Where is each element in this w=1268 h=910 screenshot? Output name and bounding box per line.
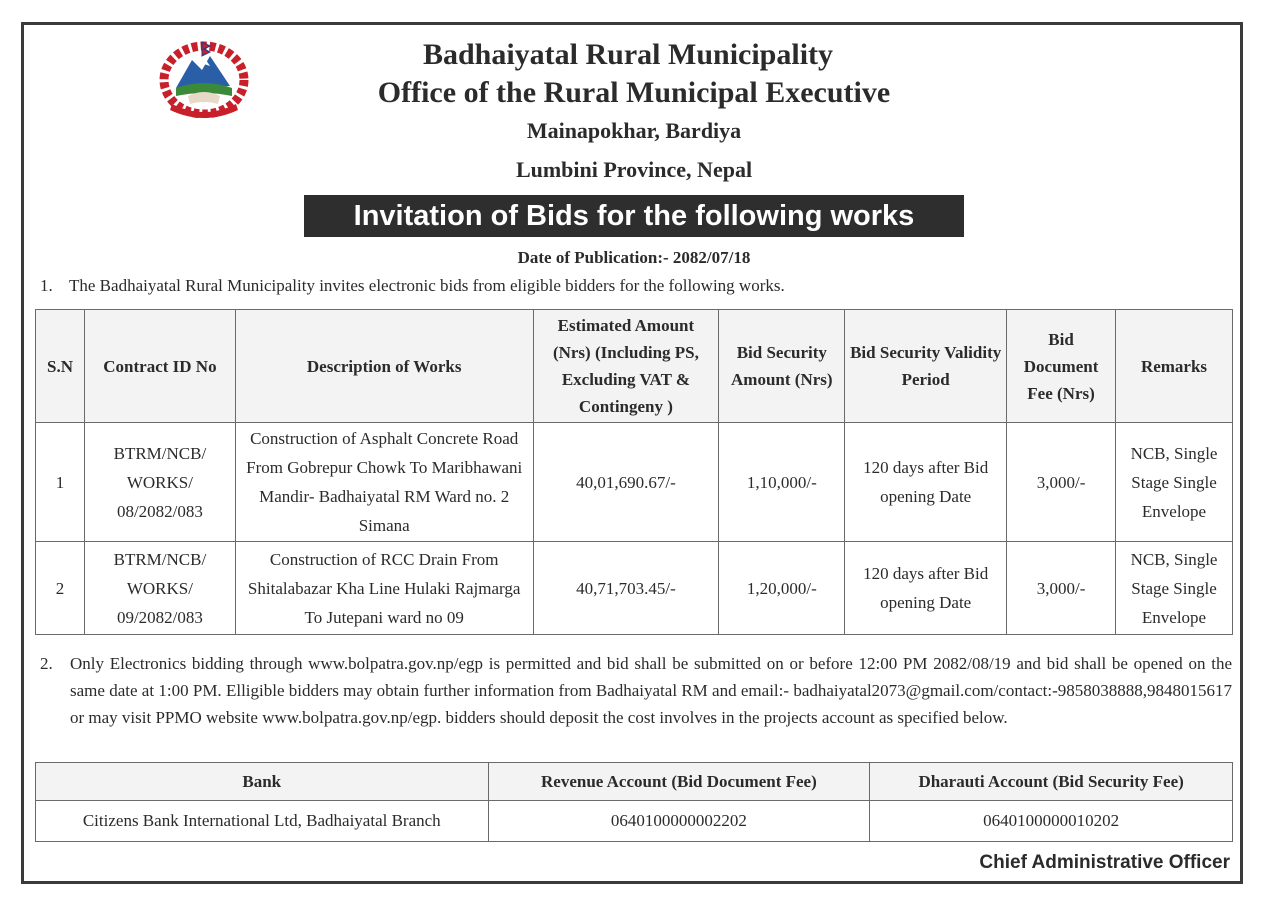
bank-table-header bbox=[36, 763, 1233, 801]
cell-bank: Citizens Bank International Ltd, Badhaiyatal Branch bbox=[36, 801, 489, 842]
cell-sn: 2 bbox=[36, 542, 85, 635]
header-dharauti-account: Dharauti Account (Bid Security Fee) bbox=[870, 763, 1233, 801]
cell-contract-id: BTRM/NCB/ WORKS/ 09/2082/083 bbox=[84, 542, 235, 635]
cell-description: Construction of RCC Drain From Shitalabazar Kha Line Hulaki Rajmarga To Jutepani ward no 09 bbox=[235, 542, 533, 635]
table-row bbox=[36, 801, 1233, 842]
bidding-instructions-paragraph bbox=[40, 650, 1232, 731]
header-document-fee: Bid Document Fee (Nrs) bbox=[1007, 310, 1116, 423]
header-sn: S.N bbox=[36, 310, 85, 423]
table-row bbox=[36, 542, 1233, 635]
province-name: Lumbini Province, Nepal bbox=[515, 157, 753, 182]
paragraph-number: 1. bbox=[40, 276, 53, 295]
header-bid-security: Bid Security Amount (Nrs) bbox=[719, 310, 845, 423]
cell-document-fee: 3,000/- bbox=[1007, 542, 1116, 635]
header-remarks: Remarks bbox=[1116, 310, 1233, 423]
bank-accounts-table bbox=[35, 762, 1233, 842]
header-validity: Bid Security Validity Period bbox=[845, 310, 1007, 423]
intro-paragraph bbox=[40, 276, 785, 296]
header-bank: Bank bbox=[36, 763, 489, 801]
cell-sn: 1 bbox=[36, 423, 85, 542]
signatory-title: Chief Administrative Officer bbox=[979, 852, 1230, 873]
header-estimated-amount: Estimated Amount (Nrs) (Including PS, Excluding VAT & Contingeny ) bbox=[533, 310, 719, 423]
cell-remarks: NCB, Single Stage Single Envelope bbox=[1116, 542, 1233, 635]
cell-contract-id: BTRM/NCB/ WORKS/ 08/2082/083 bbox=[84, 423, 235, 542]
municipality-name: Badhaiyatal Rural Municipality bbox=[422, 38, 834, 71]
publication-date: Date of Publication:- 2082/07/18 bbox=[517, 248, 751, 267]
header-revenue-account: Revenue Account (Bid Document Fee) bbox=[488, 763, 870, 801]
cell-estimated-amount: 40,01,690.67/- bbox=[533, 423, 719, 542]
cell-validity: 120 days after Bid opening Date bbox=[845, 542, 1007, 635]
paragraph-number: 2. bbox=[40, 654, 53, 673]
bidding-instructions-text: Only Electronics bidding through www.bolpatra.gov.np/egp is permitted and bid shall be submitted on or before 12:00 PM 2082/08/19 and bid shall be opened on the same date at 1:00 PM. Elligible bidders may obtain further information from Badhaiyatal RM and email:- badhaiyatal2073@gmail.com/contact:-9858038888,9848015617 or may visit PPMO website www.bolpatra.gov.np/egp. bidders should deposit the cost involves in the projects account as specified below. bbox=[70, 654, 1232, 727]
works-table bbox=[35, 309, 1233, 635]
office-name: Office of the Rural Municipal Executive bbox=[377, 76, 891, 109]
cell-description: Construction of Asphalt Concrete Road From Gobrepur Chowk To Maribhawani Mandir- Badhaiyatal RM Ward no. 2 Simana bbox=[235, 423, 533, 542]
cell-estimated-amount: 40,71,703.45/- bbox=[533, 542, 719, 635]
cell-dharauti-account: 0640100000010202 bbox=[870, 801, 1233, 842]
cell-remarks: NCB, Single Stage Single Envelope bbox=[1116, 423, 1233, 542]
office-location: Mainapokhar, Bardiya bbox=[526, 118, 742, 143]
cell-bid-security: 1,10,000/- bbox=[719, 423, 845, 542]
intro-text: The Badhaiyatal Rural Municipality invites electronic bids from eligible bidders for the following works. bbox=[69, 276, 785, 295]
cell-bid-security: 1,20,000/- bbox=[719, 542, 845, 635]
notice-title-banner: Invitation of Bids for the following works bbox=[304, 195, 964, 237]
header-description: Description of Works bbox=[235, 310, 533, 423]
table-row bbox=[36, 423, 1233, 542]
cell-validity: 120 days after Bid opening Date bbox=[845, 423, 1007, 542]
cell-revenue-account: 0640100000002202 bbox=[488, 801, 870, 842]
works-table-header bbox=[36, 310, 1233, 423]
header-contract-id: Contract ID No bbox=[84, 310, 235, 423]
cell-document-fee: 3,000/- bbox=[1007, 423, 1116, 542]
